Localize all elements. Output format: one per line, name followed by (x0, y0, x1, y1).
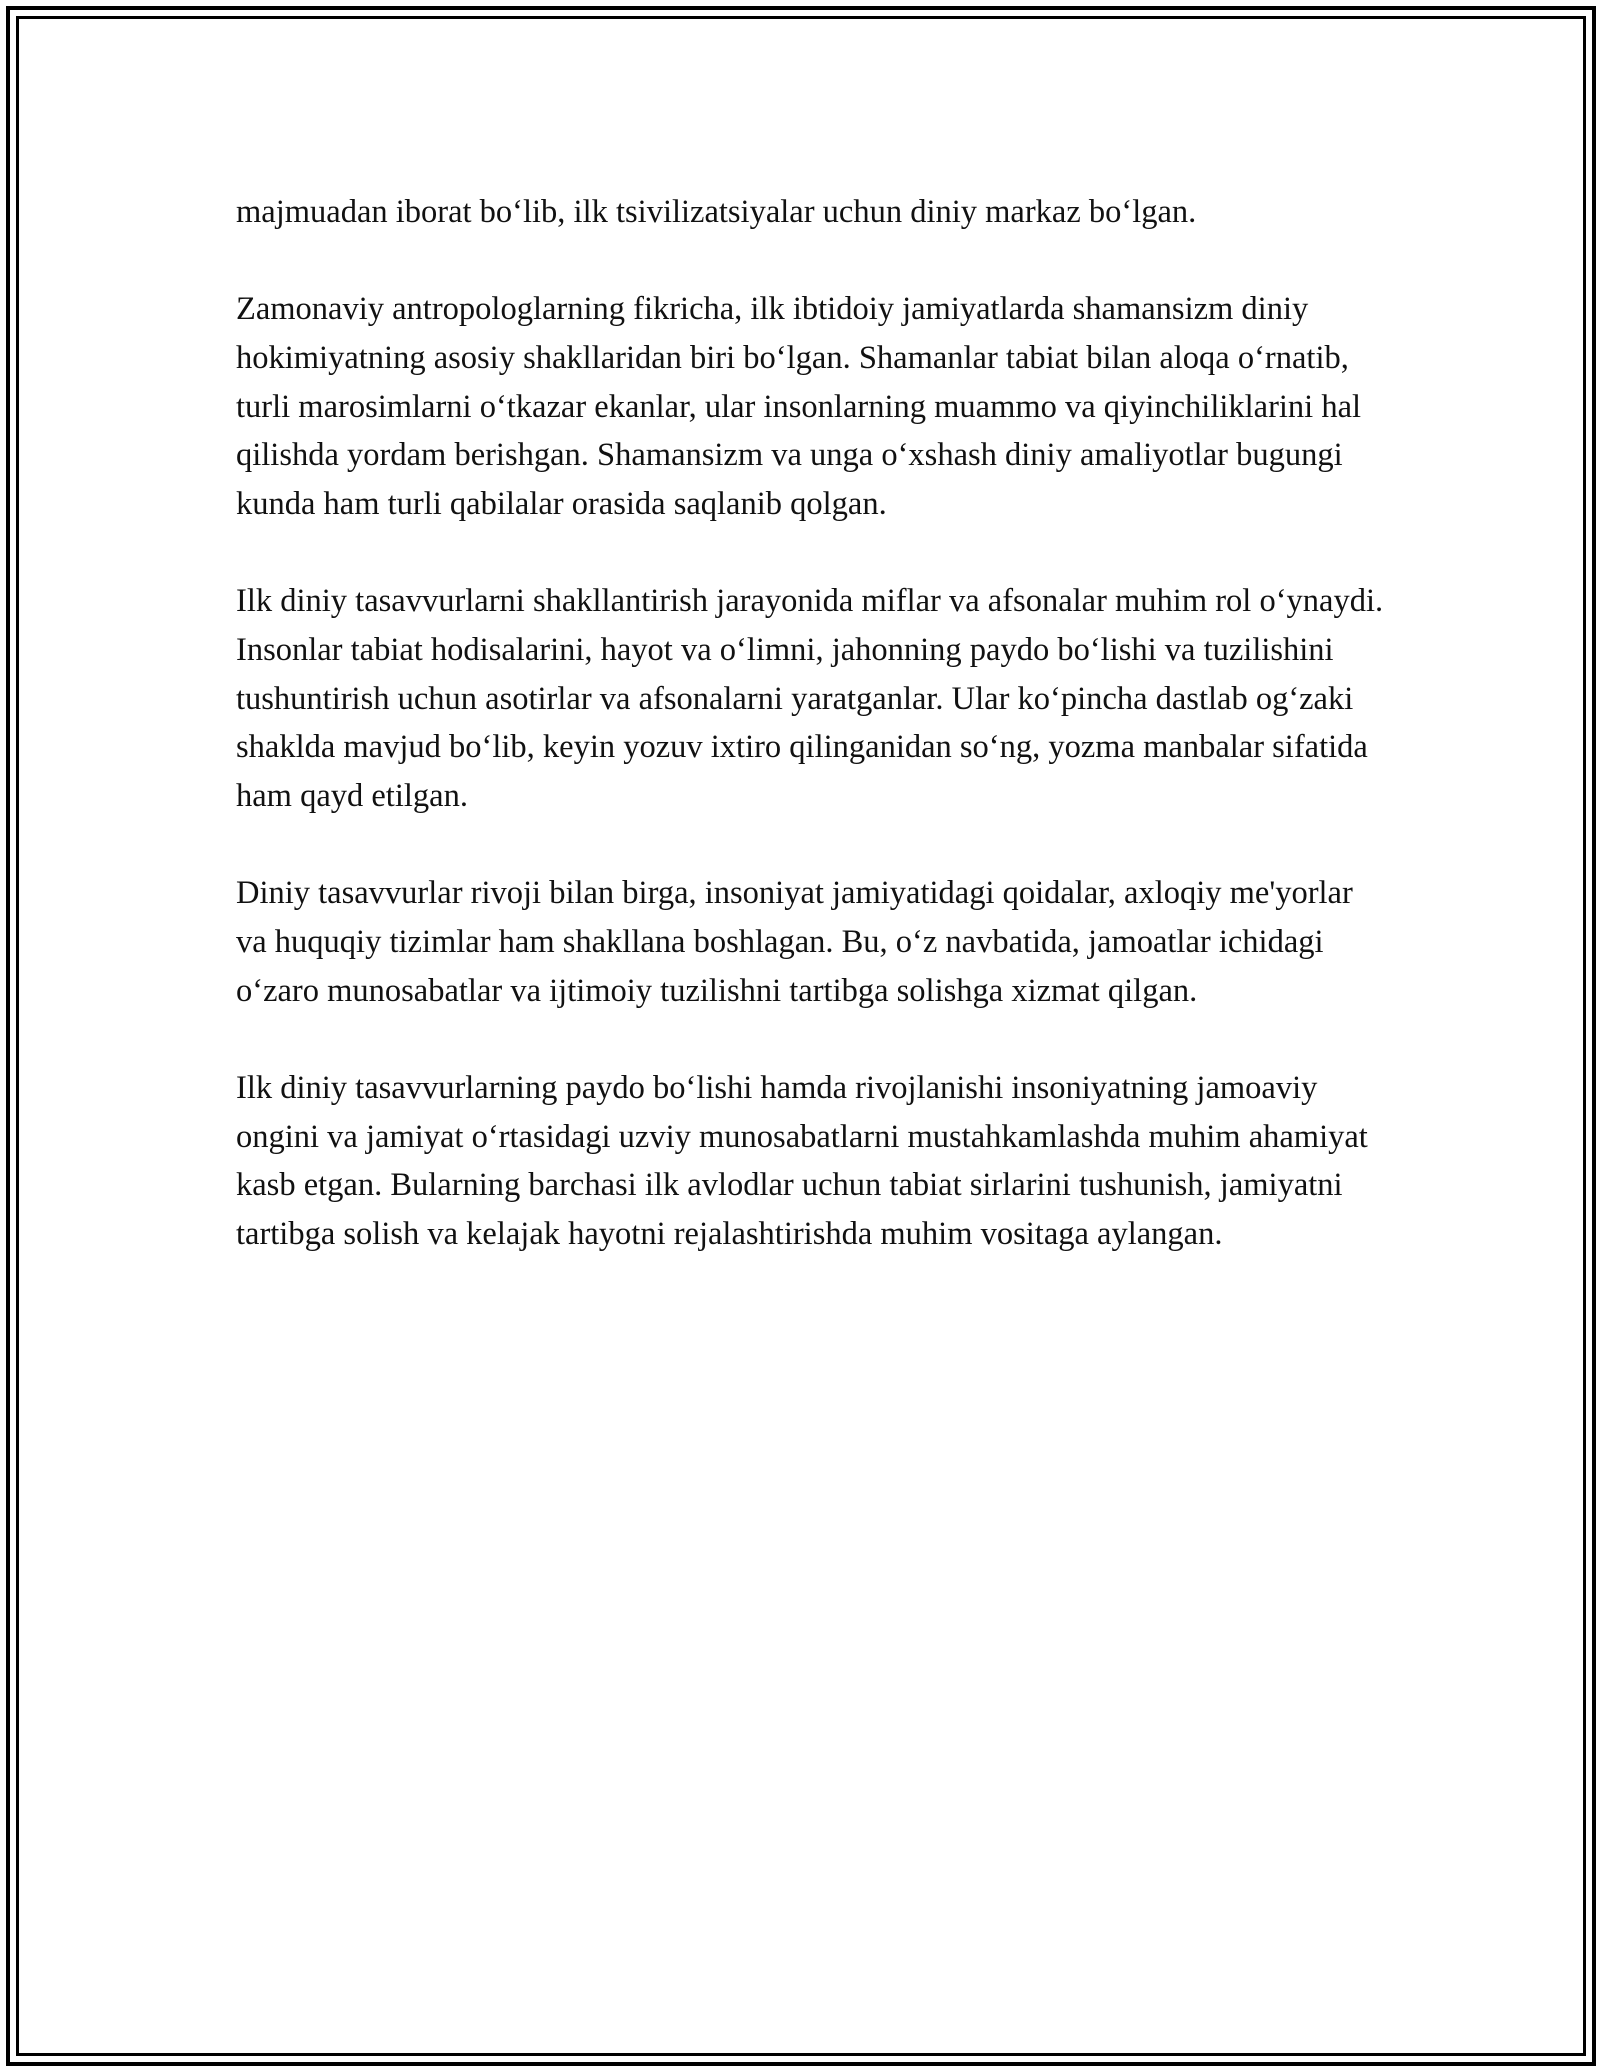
paragraph-2: Zamonaviy antropologlarning fikricha, ilk ibtidoiy jamiyatlarda shamansizm diniy hokimiyatning asosiy shakllaridan biri bo‘lgan. Shamanlar tabiat bilan aloqa o‘rnatib, turli marosimlarni o‘tkazar ekanlar, ular insonlarning muammo va qiyinchiliklarini hal qilishda yordam berishgan. Shamansizm va unga o‘xshash diniy amaliyotlar bugungi kunda ham turli qabilalar orasida saqlanib qolgan. (236, 291, 1362, 523)
paragraph-1: majmuadan iborat bo‘lib, ilk tsivilizatsiyalar uchun diniy markaz bo‘lgan. (236, 194, 1197, 230)
paragraph-3: Ilk diniy tasavvurlarni shakllantirish jarayonida miflar va afsonalar muhim rol o‘ynaydi. Insonlar tabiat hodisalarini, hayot va o‘limni, jahonning paydo bo‘lishi va tuzilishini tushuntirish uchun asotirlar va afsonalarni yaratganlar. Ular ko‘pincha dastlab og‘zaki shaklda mavjud bo‘lib, keyin yozuv ixtiro qilinganidan so‘ng, yozma manbalar sifatida ham qayd etilgan. (236, 583, 1384, 815)
document-body (236, 188, 1386, 1307)
paragraph-5: Ilk diniy tasavvurlarning paydo bo‘lishi hamda rivojlanishi insoniyatning jamoaviy ongini va jamiyat o‘rtasidagi uzviy munosabatlarni mustahkamlashda muhim ahamiyat kasb etgan. Bularning barchasi ilk avlodlar uchun tabiat sirlarini tushunish, jamiyatni tartibga solish va kelajak hayotni rejalashtirishda muhim vositaga aylangan. (236, 1069, 1368, 1252)
paragraph-4: Diniy tasavvurlar rivoji bilan birga, insoniyat jamiyatidagi qoidalar, axloqiy me'yorlar va huquqiy tizimlar ham shakllana boshlagan. Bu, o‘z navbatida, jamoatlar ichidagi o‘zaro munosabatlar va ijtimoiy tuzilishni tartibga solishga xizmat qilgan. (236, 875, 1353, 1009)
